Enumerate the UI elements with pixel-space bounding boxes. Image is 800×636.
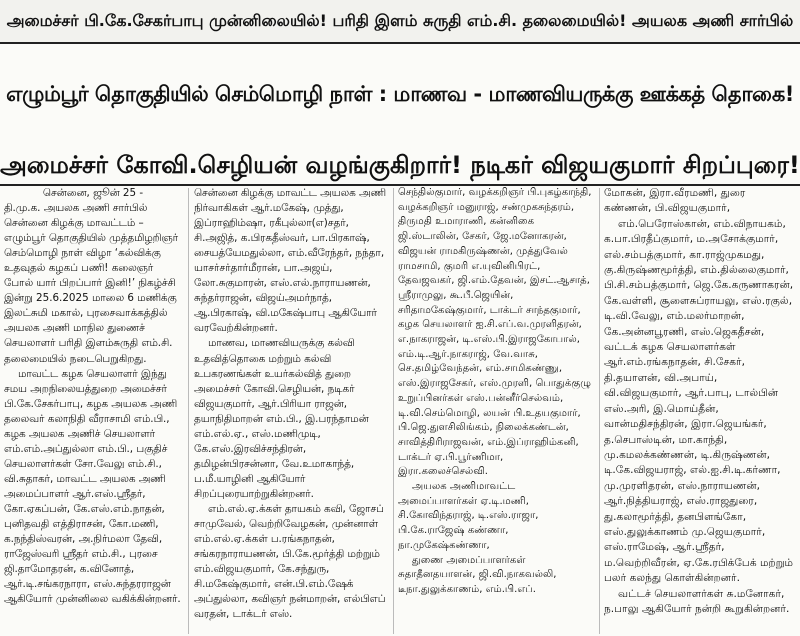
paragraph: தி.மு.க. அயலக அணி சார்பில் சென்னை கிழக்கு மாவட்டம் – எழும்பூர் தொகுதியில் முத்தமிழறிஞர் செம்மொழி நாள் விழா ‘கல்விக்கு உதவுதல் கழகப் பணி! கலைஞர் போல் யார் பிறப்பார் இனி!’ நிகழ்ச்சி இன்று 25.6.2025 மாலை 6 மணிக்கு இலட்சுமி மகால், புரசைவாக்கத்தில் அயலக அணி மாநில துணைச் செயலாளர் பரிதி இளம்சுருதி எம்.சி. தலைமையில் நடைபெறுகிறது. — [4, 202, 179, 365]
sub-headline: அமைச்சர் கோவி.செழியன் வழங்குகிறார்! நடிகர் விஜயகுமார் சிறப்புரை! — [0, 151, 800, 179]
article-column-4 — [604, 186, 796, 634]
paragraph: மோகன், இரா.வீரமணி, துரை கண்ணன், பி.விஜயகுமார், — [604, 187, 746, 215]
main-headline: எழும்பூர் தொகுதியில் செம்மொழி நாள் : மாணவ - மாணவியருக்கு ஊக்கத் தொகை! — [6, 82, 794, 106]
article-column-1 — [4, 186, 182, 634]
kicker-headline: அமைச்சர் பி.கே.சேகர்பாபு முன்னிலையில்! பரிதி இளம் சுருதி எம்.சி. தலைமையில்! அயலக அணி சார்பில் — [0, 0, 800, 42]
article-column-2 — [194, 186, 388, 634]
paragraph: மாவட்ட கழக செயலாளர் இந்து சமய அறநிலையத்துறை அமைச்சர் பி.கே.சேகர்பாபு, கழக அயலக அணி தலைவர் கலாநிதி வீராசாமி எம்.பி., கழக அயலக அணிச் செயலாளர் எம்.எம்.அப்துல்லா எம்.பி., பகுதிச் செயலாளர்கள் சோ.வேலு எம்.சி., வி.சுதாகர், மாவட்ட அயலக அணி அமைப்பாளர் ஆர்.எஸ்.ஸ்ரீதர், கோ.ஏகப்பன், கே.எஸ்.எம்.நாதன், புனிதவதி எத்திராசன், கோ.மணி, க.நந்திஸ்வரன், அ.நிர்மலா தேவி, ராஜேஸ்வரி ஸ்ரீதர் எம்.சி., புரசை ஜி.தாமோதரன், க.வினோத், ஆர்.டி.சங்கரநாரா, எஸ்.சுந்தரராஜன் ஆகியோர் முன்னிலை வகிக்கின்றனர். — [4, 367, 181, 606]
paragraph: மாணவ, மாணவியருக்கு கல்வி உதவித்தொகை மற்றும் கல்வி உபகரணங்கள் உயர்கல்வித் துறை அமைச்சர் கோவி.செழியன், நடிகர் விஜயகுமார், ஆர்.பிரியா ராஜன், தயாநிதிமாறன் எம்.பி., இ.பரந்தாமன் எம்.எல்.ஏ., எஸ்.மணிமுடி, கே.எஸ்.இரவிச்சந்திரன், தமிழன்பிரசன்னா, வே.உமாகாந்த், ப.மீ.யாழினி ஆகியோர் சிறப்புரையாற்றுகின்றனர். — [194, 337, 369, 500]
paragraph: சென்னை கிழக்கு மாவட்ட அயலக அணி நிர்வாகிகள் ஆர்.மகேஷ், முத்து, இப்ராஹிம்ஷா, ரகீபுல்லா(எ)சதர், சி.அஜித், க.பிரகதீஸ்வர், பா.பிரகாஷ், சையத்யேமதுல்லா, எம்.வீரேந்தர், நந்தா, யாசர்சர்தார்மீரான், பா.அஜய், லோ.சுகுமாரன், எஸ்.எல்.நாராயணன், சுந்தர்ராஜன், விஜய்அமர்நாத், ஆ.பிரகாஷ், வி.மகேஷ்பாபு ஆகியோர் வரவேற்கின்றனர். — [194, 187, 386, 335]
column-divider — [599, 188, 600, 634]
paragraph: எம்.எல்.ஏ.க்கள் தாயகம் கவி, ஜோசப் சாமுவேல், வெற்றிவேழகன், முன்னாள் எம்.எல்.ஏ.க்கள் ப.ரங்கநாதன், சங்கரநாராயணன், பி.கே.மூர்த்தி மற்றும் எம்.விஜயகுமார், கே.சந்துரு, சி.மகேஷ்குமார், என்.பி.எம்.ஷேக் அப்துல்லா, கவிஞர் நன்மாறன், எல்பிஎப் வரதன், டாக்டர் எஸ். — [194, 502, 386, 621]
article-column-3 — [398, 186, 594, 634]
paragraph: அயலக அணிமாவட்ட அமைப்பாளர்கள் ஏ.டி.மணி, சி.கோவிந்தராஜ், டி.எஸ்.ராஜா, பி.கே.ராஜேஷ் கண்ணா, நா.முகேஷ்கண்ணா, — [398, 481, 539, 551]
paragraph: எம்.பெரோஸ்கான், எம்.விநாயகம், க.பா.பிரதீப்குமார், ம.அசோக்குமார், எல்.சம்பத்குமார், கா.ராஜ்முகமது, கு.கிருஷ்ணமூர்த்தி, எம்.தில்லைகுமார், பி.சி.சம்பத்குமார், ஜெ.கே.கருணாகரன், கே.வள்ளி, சூளைசுப்ராயலு, எஸ்.ரகுல், டி.வி.வேலு, எம்.மலர்மாறன், கே.அன்னபூரணி, எஸ்.ஜெகதீசன், வட்டக் கழக செயலாளர்கள் ஆர்.எம்.ரங்கநாதன், சி.சேகர், தி.தயாளன், வி.அபாய், வி.விஜயகுமார், ஆர்.பாபு, டால்பின் எஸ்.அரி, இ.மொய்தீன், வான்மதிசந்திரன், இரா.ஜெயங்கர், த.செபாஸ்டின், மா.காந்தி, மு.கமலக்கண்ணன், டி.கிருஷ்ணன், டி.கே.விஜயராஜ், எல்.ஐ.சி.டி.கர்ணா, மு.முரளிதரன், எஸ்.நாராயணன், ஆர்.நித்தியராஜ், எஸ்.ராஜதுரை, து.கலாமூர்த்தி, தனபிளங்கோ, எஸ்.துலுக்காணம் மு.ஜெயகுமார், எஸ்.ராமேஷ், ஆர்.ஸ்ரீதர், ம.வெற்றிவீரன், ஏ.கே.ரபிக்பேக் மற்றும் பலர் கலந்து கொள்கின்றனர். — [604, 217, 794, 585]
column-divider — [188, 188, 189, 634]
paragraph: வட்டச் செயலாளர்கள் சு.மனோகர், ந.பாலு ஆகியோர் நன்றி கூறுகின்றனர். — [604, 587, 790, 615]
paragraph: துணை அமைப்பாளர்கள் சுதாதீனதயாளன், ஜி.வி.நாகவல்லி, டீநா.துலுக்காணம், எம்.பி.எப். — [398, 554, 557, 595]
column-divider — [393, 188, 394, 634]
paragraph: செந்தில்குமார், வழக்கறிஞர் பி.புகழ்காந்தி, வழக்கறிஞர் மனுராஜ், சண்முகசுந்தரம், திருமதி உமாராணி, கன்னிகை ஜி.ஸ்டாலின், சேகர், ஜே.மனோகரன், விஜயன் ராமகிருஷ்ணன், முத்துவேல் ராமசாமி, குமரி எ.யுவினிபிரட், தேவஜவகர், ஜி.எம்.தேவன், இசட்.ஆசாத், ஸ்ரீராமுலு, கூ.பீ.ஜெயின், சரிதாமகேஷ்குமார், டாக்டர் சாந்தகுமார், கழக செயலாளர் ஐ.சி.எப்.வ.முரளிதரன், எ.நாகராஜன், டி.எஸ்.பி.இராஜகோபால், எம்.டி.ஆர்.நாகராஜ், வே.வாசு, செ.தமிழ்வேந்தன், எம்.சாமிகண்ணு, எஸ்.இராஜசேகர், எஸ்.முரளி, பொதுக்குழு உறுப்பினர்கள் எஸ்.பன்னீர்செல்வம், டி.வி.செம்மொழி, லயன் பி.உதயகுமார், பி.ஜெ.துளசிலிங்கம், நிலைக்கண்டன், சாவித்திரிராஜவன், எம்.இப்ராஹிம்கனி, டாக்டர் ஏ.பி.பூர்ணிமா, இரா.கலைச்செல்வி. — [398, 187, 592, 478]
dateline: சென்னை, ஜூன் 25 - — [42, 187, 144, 199]
